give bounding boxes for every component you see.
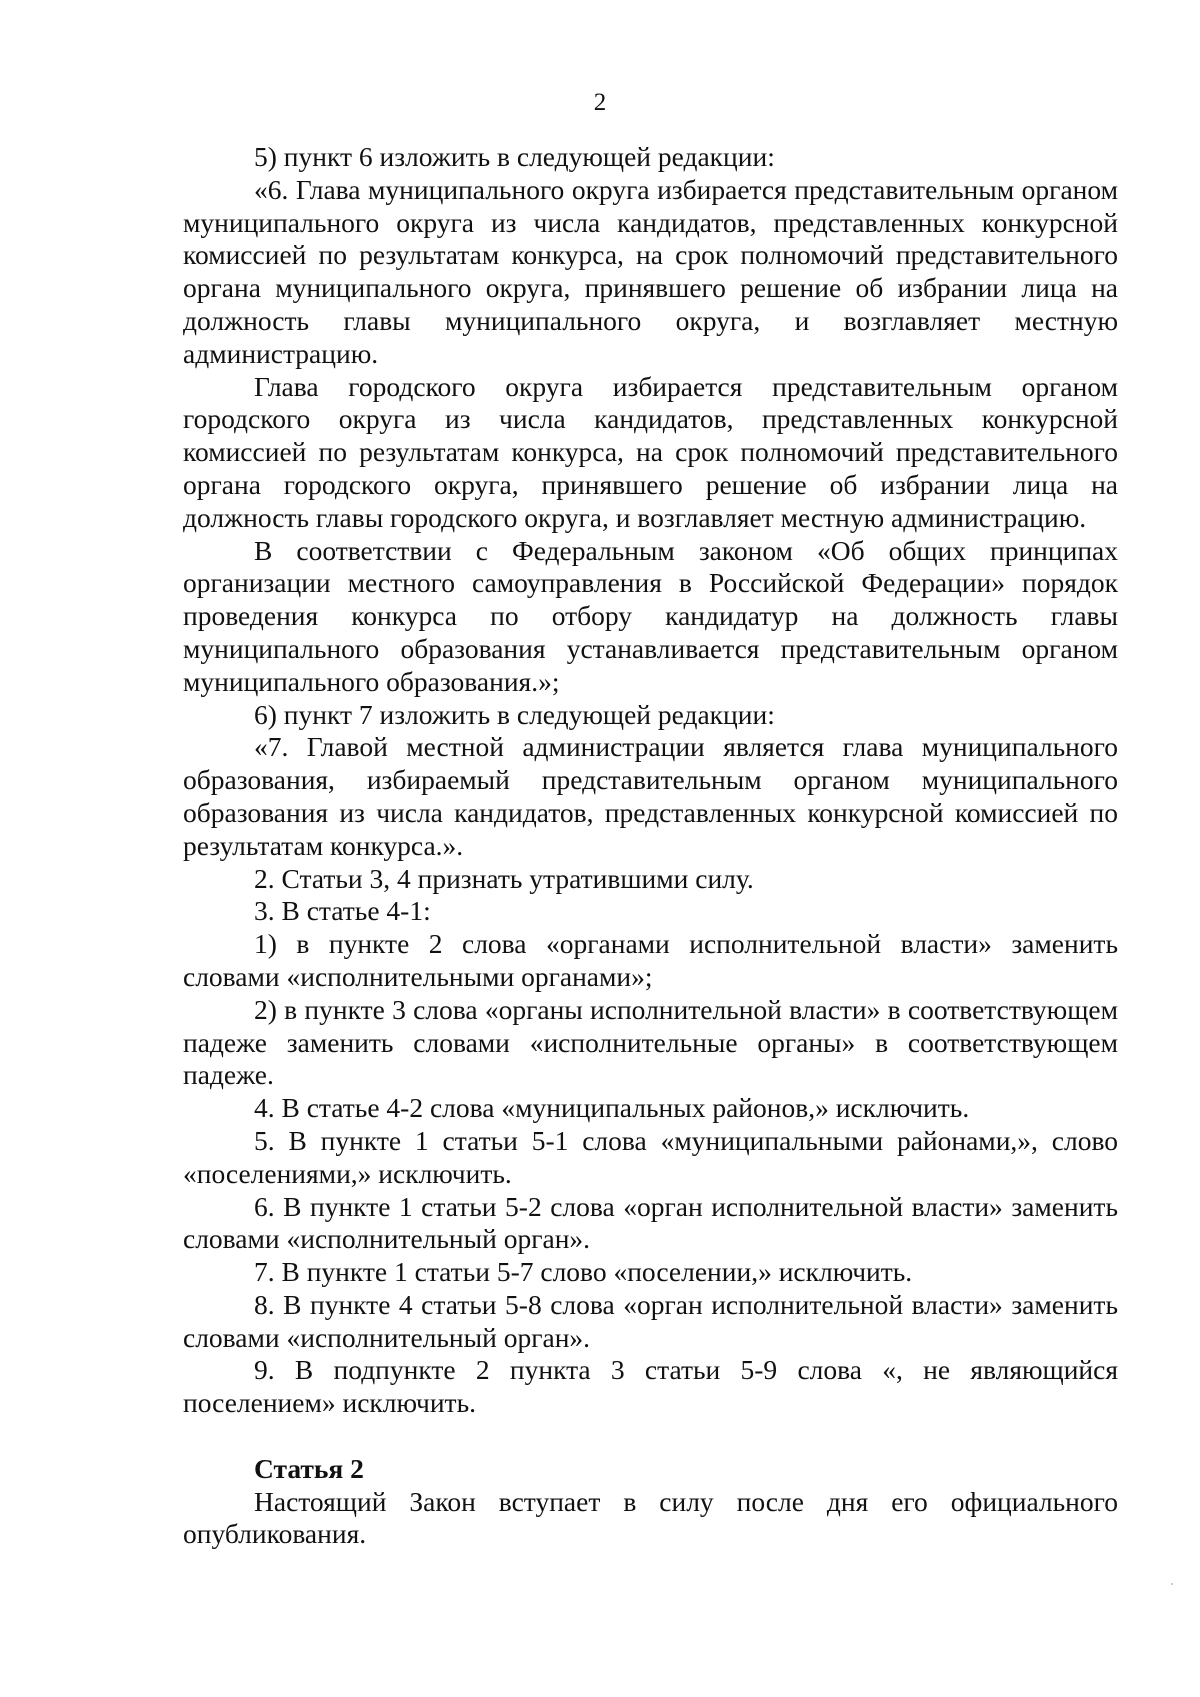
paragraph-section-3-item-2: 2) в пункте 3 слова «органы исполнительной власти» в соответствующем падеже заменить словами «исполнительные органы» в соответствующем падеже. [183, 993, 1118, 1091]
paragraph-federal-law: В соответствии с Федеральным законом «Об общих принципах организации местного самоуправления в Российской Федерации» порядок проведения конкурса по отбору кандидатур на должность главы муниципального образования устанавливается представительным органом муниципального образования.»; [183, 534, 1118, 697]
paragraph-city-district-head: Глава городского округа избирается представительным органом городского округа из числа кандидатов, представленных конкурсной комиссией по результатам конкурса, на срок полномочий представительного органа городского округа, принявшего решение об избрании лица на должность главы городского округа, и возглавляет местную администрацию. [183, 370, 1118, 533]
paragraph-section-5: 5. В пункте 1 статьи 5-1 слова «муниципальными районами,», слово «поселениями,» исключить. [183, 1124, 1118, 1189]
paragraph-point-6-text: «6. Глава муниципального округа избирается представительным органом муниципального округа из числа кандидатов, представленных конкурсной комиссией по результатам конкурса, на срок полномочий представительного органа муниципального округа, принявшего решение об избрании лица на должность главы муниципального округа, и возглавляет местную администрацию. [183, 173, 1118, 369]
paragraph-section-7: 7. В пункте 1 статьи 5-7 слово «поселении,» исключить. [254, 1256, 913, 1288]
scan-speck [1171, 1583, 1173, 1585]
article-heading: Статья 2 [254, 1452, 364, 1484]
section-spacer [183, 1420, 1118, 1453]
paragraph-section-8: 8. В пункте 4 статьи 5-8 слова «орган исполнительной власти» заменить словами «исполнительный орган». [183, 1288, 1118, 1353]
paragraph-section-3: 3. В статье 4-1: [254, 895, 431, 927]
page-number: 2 [593, 89, 607, 116]
paragraph-section-2: 2. Статьи 3, 4 признать утратившими силу. [254, 862, 754, 894]
paragraph-section-6: 6. В пункте 1 статьи 5-2 слова «орган исполнительной власти» заменить словами «исполнительный орган». [183, 1190, 1118, 1255]
document-body [183, 141, 1118, 1551]
article-text: Настоящий Закон вступает в силу после дня его официального опубликования. [183, 1485, 1118, 1550]
paragraph-section-3-item-1: 1) в пункте 2 слова «органами исполнительной власти» заменить словами «исполнительными органами»; [183, 928, 1118, 992]
paragraph-section-9: 9. В подпункте 2 пункта 3 статьи 5-9 слова «, не являющийся поселением» исключить. [183, 1354, 1118, 1419]
paragraph-point-7-text: «7. Главой местной администрации является глава муниципального образования, избираемый представительным органом муниципального образования из числа кандидатов, представленных конкурсной комиссией по результатам конкурса.». [183, 731, 1118, 861]
paragraph-item-6: 6) пункт 7 изложить в следующей редакции: [254, 698, 775, 730]
paragraph-item-5: 5) пункт 6 изложить в следующей редакции: [254, 141, 775, 172]
paragraph-section-4: 4. В статье 4-2 слова «муниципальных районов,» исключить. [254, 1092, 970, 1124]
